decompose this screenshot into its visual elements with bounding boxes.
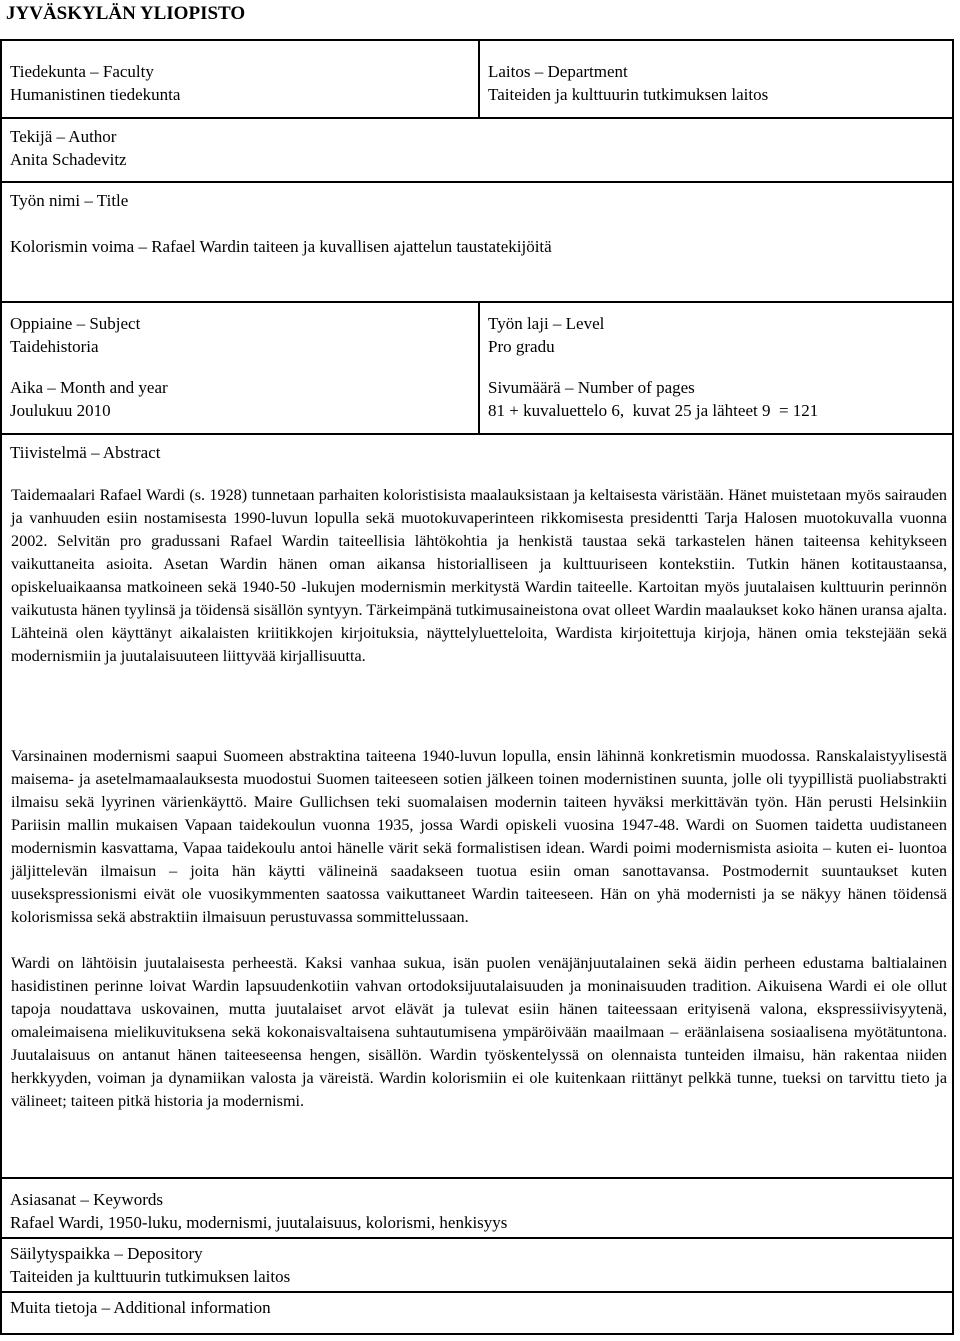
row3-bottom-rule — [2, 301, 952, 303]
row1-divider — [478, 41, 480, 117]
row4-bottom-rule — [2, 433, 952, 435]
title-value: Kolorismin voima – Rafael Wardin taiteen ja kuvallisen ajattelun taustatekijöitä — [10, 237, 552, 256]
abstract-paragraph-1: Taidemaalari Rafael Wardi (s. 1928) tunnetaan parhaiten koloristisista maalauksistaan ja keltaisesta väristään. Hänet muistetaan myös sairauden ja vanhuuden esiin nostamisesta 1990-luvun lopulla sekä muotokuvaperinteen rikkomisesta presidentti Tarja Halosen muotokuvalla vuonna 2002. Selvitän pro gradussani Rafael Wardin taiteellisia lähtökohtia ja henkistä taustaa sekä tarkastelen hänen taiteensa kehitykseen vaikuttaneita asioita. Asetan Wardin hänen oman aikansa historialliseen ja kulttuuriseen kontekstiin. Tutkin hänen kotitaustaansa, opiskeluaikaansa matkoineen sekä 1940-50 -lukujen modernismin merkitystä Wardin taiteelle. Kartoitan myös juutalaisen kulttuurin perinnön vaikutusta hänen tyylinsä ja töidensä sisällön syntyyn. Tärkeimpänä tutkimusaineistona ovat olleet Wardin maalaukset koko hänen uransa ajalta. Lähteinä olen käyttänyt aikalaisten kriitikkojen kirjoituksia, näyttelyluetteloita, Wardista kirjoitettuja kirjoja, hänen omia tekstejään sekä modernismiin ja juutalaisuuteen liittyvää kirjallisuutta. — [11, 486, 947, 665]
level-value: Pro gradu — [488, 337, 555, 356]
department-value: Taiteiden ja kulttuurin tutkimuksen laitos — [488, 85, 769, 104]
depository-bottom-rule — [2, 1291, 952, 1293]
subject-label: Oppiaine – Subject — [10, 314, 141, 333]
abstract-form — [0, 39, 954, 1335]
row2-bottom-rule — [2, 181, 952, 183]
university-name: JYVÄSKYLÄN YLIOPISTO — [6, 3, 246, 24]
department-label: Laitos – Department — [488, 62, 628, 81]
author-value: Anita Schadevitz — [10, 150, 127, 169]
keywords-value: Rafael Wardi, 1950-luku, modernismi, juutalaisuus, kolorismi, henkisyys — [10, 1213, 508, 1232]
author-label: Tekijä – Author — [10, 127, 117, 146]
title-label: Työn nimi – Title — [10, 191, 129, 210]
depository-value: Taiteiden ja kulttuurin tutkimuksen laitos — [10, 1267, 291, 1286]
date-value: Joulukuu 2010 — [10, 401, 111, 420]
faculty-value: Humanistinen tiedekunta — [10, 85, 181, 104]
row1-bottom-rule — [2, 117, 952, 119]
additional-info-label: Muita tietoja – Additional information — [10, 1298, 271, 1317]
pages-value: 81 + kuvaluettelo 6, kuvat 25 ja lähteet 9 = 121 — [488, 401, 819, 420]
subject-value: Taidehistoria — [10, 337, 99, 356]
pages-label: Sivumäärä – Number of pages — [488, 378, 695, 397]
abstract-label: Tiivistelmä – Abstract — [10, 443, 161, 462]
abstract-paragraph-2: Varsinainen modernismi saapui Suomeen abstraktina taiteena 1940-luvun lopulla, ensin lähinnä konkretismin muodossa. Ranskalaistyylisestä maisema- ja asetelmamaalauksesta muodostui Suomen taiteeseen sotien jälkeen toinen modernistinen suunta, jolle oli tyypillistä puoliabstrakti ilmaisu sekä lyyrinen värienkäyttö. Maire Gullichsen teki suomalaisen modernin taiteen hyväksi merkittävän työn. Hän perusti Helsinkiin Pariisin mallin mukaisen Vapaan taidekoulun vuonna 1935, jossa Wardi opiskeli vuosina 1947-48. Wardi on Suomen taidetta uudistaneen modernismin kasvattama, Vapaa taidekoulu antoi hänelle värit sekä formalistisen idean. Wardi poimi modernismista asioita – kuten ei- luontoa jäljittelevän ilmaisun – joita hän käytti välineinä saadakseen tuotua esiin oman sanottavansa. Postmodernit suuntaukset kuten uusekspressionismi eivät ole vuosikymmenten saatossa vaikuttaneet Wardin taiteeseen. Hän on yhä modernisti ja se näkyy hänen töidensä kolorismissa sekä abstraktiin ilmaisuun perustuvassa sommittelussaan. — [11, 747, 947, 926]
keywords-bottom-rule — [2, 1237, 952, 1239]
keywords-label: Asiasanat – Keywords — [10, 1190, 163, 1209]
date-label: Aika – Month and year — [10, 378, 168, 397]
level-label: Työn laji – Level — [488, 314, 605, 333]
abstract-bottom-rule — [2, 1177, 952, 1179]
faculty-label: Tiedekunta – Faculty — [10, 62, 154, 81]
abstract-paragraph-3: Wardi on lähtöisin juutalaisesta perheestä. Kaksi vanhaa sukua, isän puolen venäjänjuutalainen sekä äidin perheen edustama baltialainen hasidistinen perinne loivat Wardin lapsuudenkotiin vahvan ortodoksijuutalaisuuden ja moninaisuuden tradition. Aikuisena Wardi ei ole ollut tapoja noudattava uskovainen, mutta juutalaiset arvot elävät ja tulevat esiin hänen taiteessaan erityisenä valona, ekspressiivisyytenä, omaleimaisena mielikuvituksena sekä kokonaisvaltaisena suhtautumisena ympäröivään maailmaan – eräänlaisena sosiaalisena myötätuntona. Juutalaisuus on antanut hänen taiteeseensa hengen, sisällön. Wardin työskentelyssä on olennaista tunteiden ilmaisu, hän rakentaa niiden herkkyyden, voiman ja dynamiikan valosta ja väreistä. Wardin kolorismiin ei ole kuitenkaan riittänyt pelkkä tunne, tueksi on tarvittu tieto ja välineet; taiteen pitkä historia ja modernismi. — [11, 954, 947, 1110]
depository-label: Säilytyspaikka – Depository — [10, 1244, 203, 1263]
row4-divider — [478, 301, 480, 433]
